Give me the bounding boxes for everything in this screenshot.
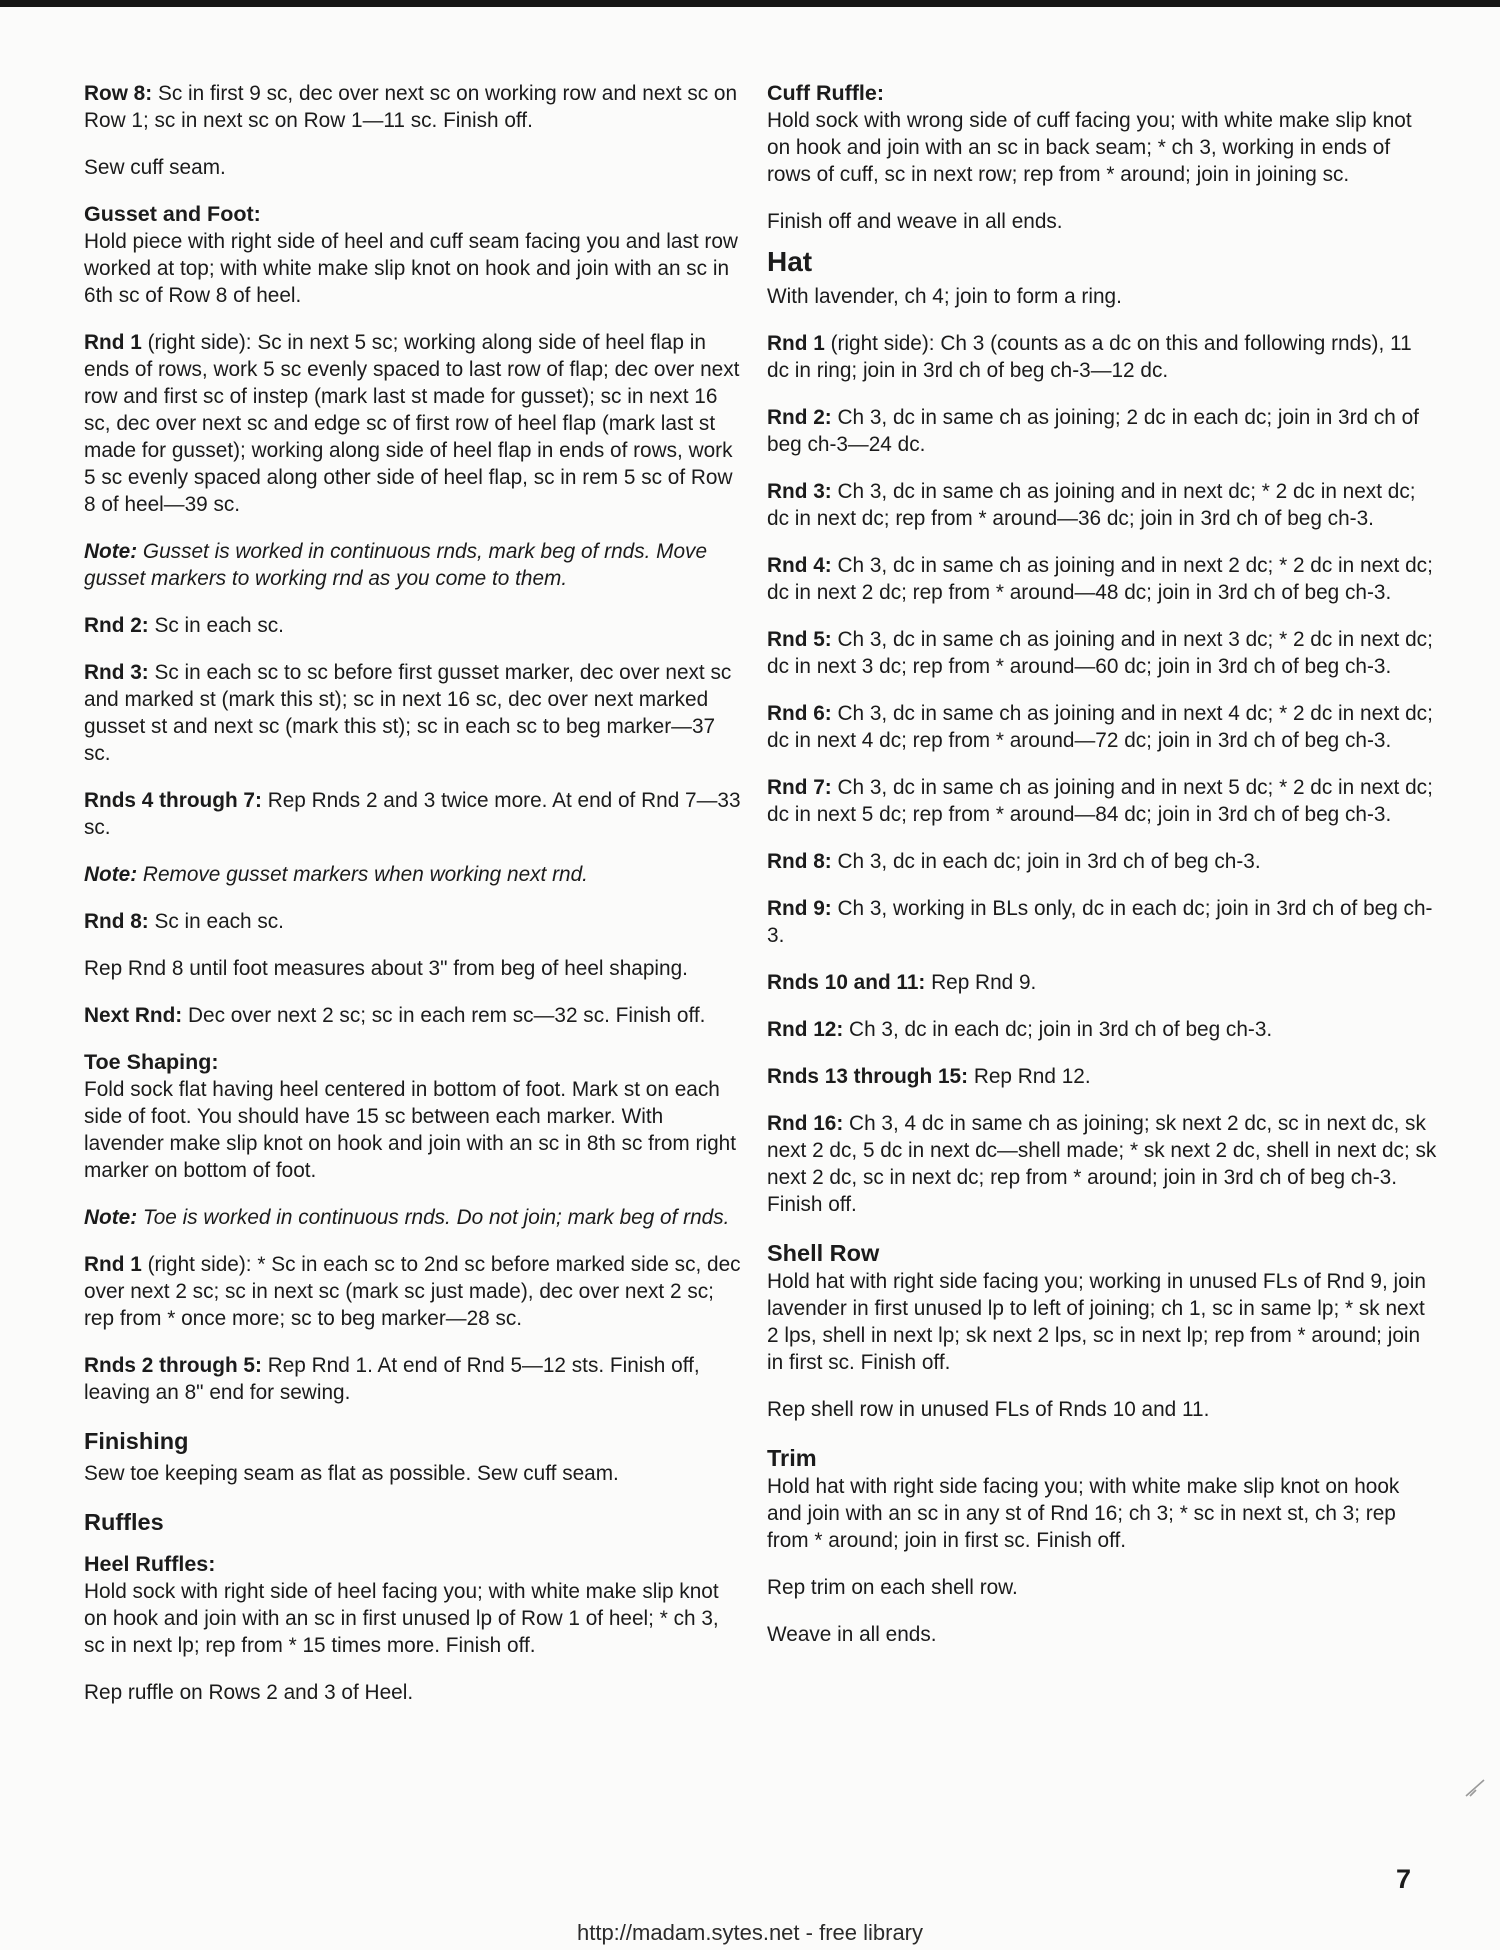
- hat-rnds-10-11: Rnds 10 and 11: Rep Rnd 9.: [767, 971, 1037, 994]
- repeat-shell-row: Rep shell row in unused FLs of Rnds 10 and 11.: [767, 1398, 1210, 1421]
- gusset-heading: Gusset and Foot:: [84, 202, 261, 226]
- gusset-rnd-1: Rnd 1 (right side): Sc in next 5 sc; working along side of heel flap in ends of rows, work 5 sc evenly spaced to last row of flap; dec over next row and first sc of instep (mark last st made for gusset); sc in next 16 sc, dec over next sc and edge sc of first row of heel flap (mark last st made for gusset); working along side of heel flap in ends of rows, work 5 sc evenly spaced along other side of heel flap, sc in rem 5 sc of Row 8 of heel—39 sc.: [84, 331, 740, 516]
- toe-rnds-2-5: Rnds 2 through 5: Rep Rnd 1. At end of Rnd 5—12 sts. Finish off, leaving an 8" end for sewing.: [84, 1354, 700, 1404]
- toe-shaping-heading: Toe Shaping:: [84, 1050, 219, 1074]
- hat-rnd-7: Rnd 7: Ch 3, dc in same ch as joining and in next 5 dc; * 2 dc in next dc; dc in next 5 dc; rep from * around—84 dc; join in 3rd ch of beg ch-3.: [767, 776, 1433, 826]
- hat-rnd-2: Rnd 2: Ch 3, dc in same ch as joining; 2 dc in each dc; join in 3rd ch of beg ch-3—24 dc.: [767, 406, 1419, 456]
- toe-note: Note: Toe is worked in continuous rnds. Do not join; mark beg of rnds.: [84, 1206, 730, 1229]
- hat-rnd-8: Rnd 8: Ch 3, dc in each dc; join in 3rd ch of beg ch-3.: [767, 850, 1261, 873]
- cuff-ruffle-body: Hold sock with wrong side of cuff facing you; with white make slip knot on hook and join with an sc in back seam; * ch 3, working in ends of rows of cuff, sc in next row; rep from * around; join in joining sc.: [767, 109, 1412, 186]
- trim-heading: Trim: [767, 1445, 817, 1471]
- trim-section: [767, 1443, 1439, 1554]
- hat-rnd-9: Rnd 9: Ch 3, working in BLs only, dc in each dc; join in 3rd ch of beg ch-3.: [767, 897, 1433, 947]
- page-number: 7: [1396, 1864, 1412, 1894]
- row-8-instruction: Row 8: Sc in first 9 sc, dec over next sc on working row and next sc on Row 1; sc in next sc on Row 1—11 sc. Finish off.: [84, 82, 738, 132]
- hat-rnd-12: Rnd 12: Ch 3, dc in each dc; join in 3rd ch of beg ch-3.: [767, 1018, 1273, 1041]
- right-column: [767, 80, 1439, 1668]
- pencil-mark-icon: [1462, 1772, 1492, 1802]
- toe-rnd-1: Rnd 1 (right side): * Sc in each sc to 2nd sc before marked side sc, dec over next 2 sc; sc in next sc (mark sc just made), dec over next 2 sc; rep from * once more; sc to beg marker—28 sc.: [84, 1253, 741, 1330]
- foot-rnd-8: Rnd 8: Sc in each sc.: [84, 910, 284, 933]
- hat-rnd-6: Rnd 6: Ch 3, dc in same ch as joining and in next 4 dc; * 2 dc in next dc; dc in next 4 dc; rep from * around—72 dc; join in 3rd ch of beg ch-3.: [767, 702, 1433, 752]
- finishing-section: [84, 1426, 744, 1487]
- hat-rnd-5: Rnd 5: Ch 3, dc in same ch as joining and in next 3 dc; * 2 dc in next dc; dc in next 3 dc; rep from * around—60 dc; join in 3rd ch of beg ch-3.: [767, 628, 1433, 678]
- gusset-rnd-3: Rnd 3: Sc in each sc to sc before first gusset marker, dec over next sc and marked st (mark this st); sc in next 16 sc, dec over next marked gusset st and next sc (mark this st); sc in each sc to beg marker—37 sc.: [84, 661, 732, 765]
- hat-rnd-3: Rnd 3: Ch 3, dc in same ch as joining and in next dc; * 2 dc in next dc; dc in next dc; rep from * around—36 dc; join in 3rd ch of beg ch-3.: [767, 480, 1416, 530]
- shell-row-section: [767, 1238, 1439, 1376]
- hat-heading: Hat: [767, 246, 813, 277]
- shell-row-body: Hold hat with right side facing you; working in unused FLs of Rnd 9, join lavender in first unused lp to left of joining; ch 1, sc in same lp; * sk next 2 lps, shell in next lp; sk next 2 lps, sc in next lp; rep from * around; join in first sc. Finish off.: [767, 1270, 1426, 1374]
- remove-markers-note: Note: Remove gusset markers when working next rnd.: [84, 863, 588, 886]
- heel-ruffles-body: Hold sock with right side of heel facing you; with white make slip knot on hook and join with an sc in first unused lp of Row 1 of heel; * ch 3, sc in next lp; rep from * 15 times more. Finish off.: [84, 1580, 719, 1657]
- finishing-heading: Finishing: [84, 1428, 189, 1454]
- repeat-ruffle: Rep ruffle on Rows 2 and 3 of Heel.: [84, 1681, 414, 1704]
- gusset-note: Note: Gusset is worked in continuous rnds, mark beg of rnds. Move gusset markers to working rnd as you come to them.: [84, 540, 708, 590]
- gusset-body: Hold piece with right side of heel and cuff seam facing you and last row worked at top; with white make slip knot on hook and join with an sc in 6th sc of Row 8 of heel.: [84, 230, 738, 307]
- cuff-ruffle-heading: Cuff Ruffle:: [767, 81, 885, 105]
- hat-rnd-4: Rnd 4: Ch 3, dc in same ch as joining and in next 2 dc; * 2 dc in next dc; dc in next 2 dc; rep from * around—48 dc; join in 3rd ch of beg ch-3.: [767, 554, 1433, 604]
- hat-rnds-13-15: Rnds 13 through 15: Rep Rnd 12.: [767, 1065, 1091, 1088]
- gusset-and-foot-section: [84, 201, 744, 309]
- toe-shaping-section: [84, 1049, 744, 1184]
- footer-url: http://madam.sytes.net - free library: [576, 1920, 924, 1945]
- weave-in-ends: Weave in all ends.: [767, 1623, 937, 1646]
- shell-row-heading: Shell Row: [767, 1240, 880, 1266]
- finishing-body: Sew toe keeping seam as flat as possible. Sew cuff seam.: [84, 1462, 619, 1485]
- repeat-rnd-8: Rep Rnd 8 until foot measures about 3" from beg of heel shaping.: [84, 957, 688, 980]
- cuff-ruffle-section: [767, 80, 1439, 188]
- next-rnd: Next Rnd: Dec over next 2 sc; sc in each rem sc—32 sc. Finish off.: [84, 1004, 706, 1027]
- left-column: [84, 80, 744, 1726]
- hat-intro: With lavender, ch 4; join to form a ring.: [767, 285, 1122, 308]
- gusset-rnd-2: Rnd 2: Sc in each sc.: [84, 614, 284, 637]
- ruffles-heading: Ruffles: [84, 1509, 164, 1535]
- finish-and-weave: Finish off and weave in all ends.: [767, 210, 1063, 233]
- heel-ruffles-section: [84, 1551, 744, 1659]
- page-top-edge: [0, 0, 1500, 7]
- trim-body: Hold hat with right side facing you; with white make slip knot on hook and join with an sc in any st of Rnd 16; ch 3; * sc in next st, ch 3; rep from * around; join in first sc. Finish off.: [767, 1475, 1400, 1552]
- repeat-trim: Rep trim on each shell row.: [767, 1576, 1018, 1599]
- sew-cuff-seam: Sew cuff seam.: [84, 156, 226, 179]
- hat-rnd-16: Rnd 16: Ch 3, 4 dc in same ch as joining; sk next 2 dc, sc in next dc, sk next 2 dc, 5 dc in next dc—shell made; * sk next 2 dc, shell in next dc; sk next 2 dc, sc in next dc; rep from * around; join in 3rd ch of beg ch-3. Finish off.: [767, 1112, 1437, 1216]
- toe-shaping-body: Fold sock flat having heel centered in bottom of foot. Mark st on each side of foot. You should have 15 sc between each marker. With lavender make slip knot on hook and join with an sc in 8th sc from right marker on bottom of foot.: [84, 1078, 736, 1182]
- heel-ruffles-heading: Heel Ruffles:: [84, 1552, 216, 1576]
- hat-rnd-1: Rnd 1 (right side): Ch 3 (counts as a dc on this and following rnds), 11 dc in ring; join in 3rd ch of beg ch-3—12 dc.: [767, 332, 1412, 382]
- gusset-rnds-4-7: Rnds 4 through 7: Rep Rnds 2 and 3 twice more. At end of Rnd 7—33 sc.: [84, 789, 741, 839]
